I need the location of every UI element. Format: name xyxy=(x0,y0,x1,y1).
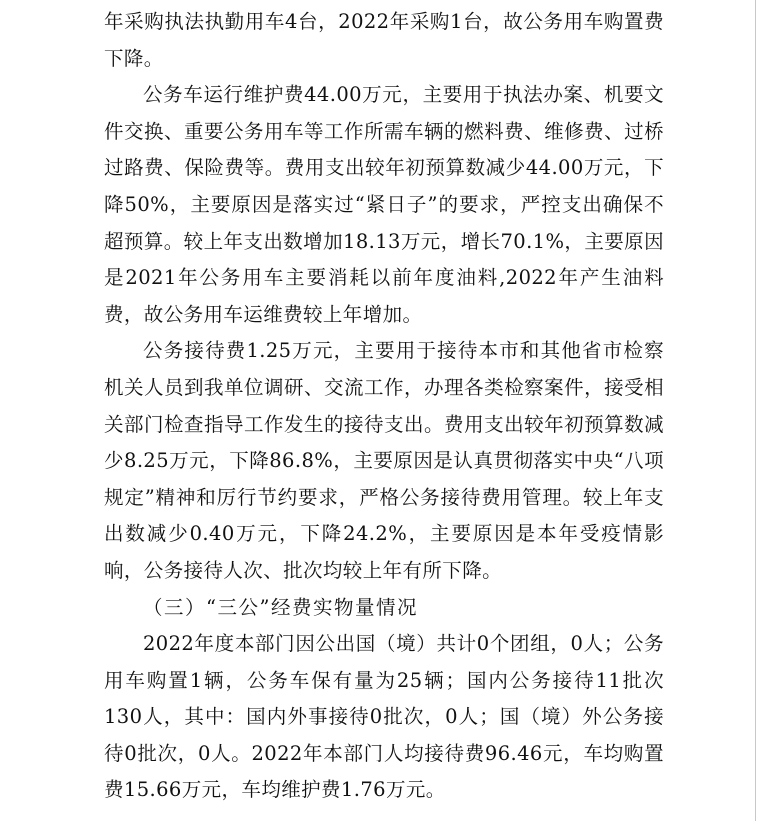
paragraph-reception-expenses: 公务接待费1.25万元，主要用于接待本市和其他省市检察机关人员到我单位调研、交流工作，办理各类检察案件，接受相关部门检查指导工作发生的接待支出。费用支出较年初预算数减少8.25万元，下降86.8%，主要原因是认真贯彻落实中央“八项规定”精神和厉行节约要求，严格公务接待费用管理。较上年支出数减少0.40万元，下降24.2%，主要原因是本年受疫情影响，公务接待人次、批次均较上年有所下降。 xyxy=(104,339,664,582)
document-body xyxy=(104,4,664,809)
page-edge-divider xyxy=(755,0,756,821)
paragraph-vehicle-maintenance: 公务车运行维护费44.00万元，主要用于执法办案、机要文件交换、重要公务用车等工作所需车辆的燃料费、维修费、过桥过路费、保险费等。费用支出较年初预算数减少44.00万元，下降50%，主要原因是落实过“紧日子”的要求，严控支出确保不超预算。较上年支出数增加18.13万元，增长70.1%，主要原因是2021年公务用车主要消耗以前年度油料,2022年产生油料费，故公务用车运维费较上年增加。 xyxy=(104,83,664,326)
paragraph-physical-quantity: 2022年度本部门因公出国（境）共计0个团组，0人；公务用车购置1辆，公务车保有量为25辆；国内公务接待11批次130人，其中：国内外事接待0批次，0人；国（境）外公务接待0批次，0人。2022年本部门人均接待费96.46元，车均购置费15.66万元，车均维护费1.76万元。 xyxy=(104,632,664,802)
paragraph-vehicle-purchase-continued: 年采购执法执勤用车4台，2022年采购1台，故公务用车购置费下降。 xyxy=(104,10,664,70)
section-heading-three-public: （三）“三公”经费实物量情况 xyxy=(143,595,418,619)
